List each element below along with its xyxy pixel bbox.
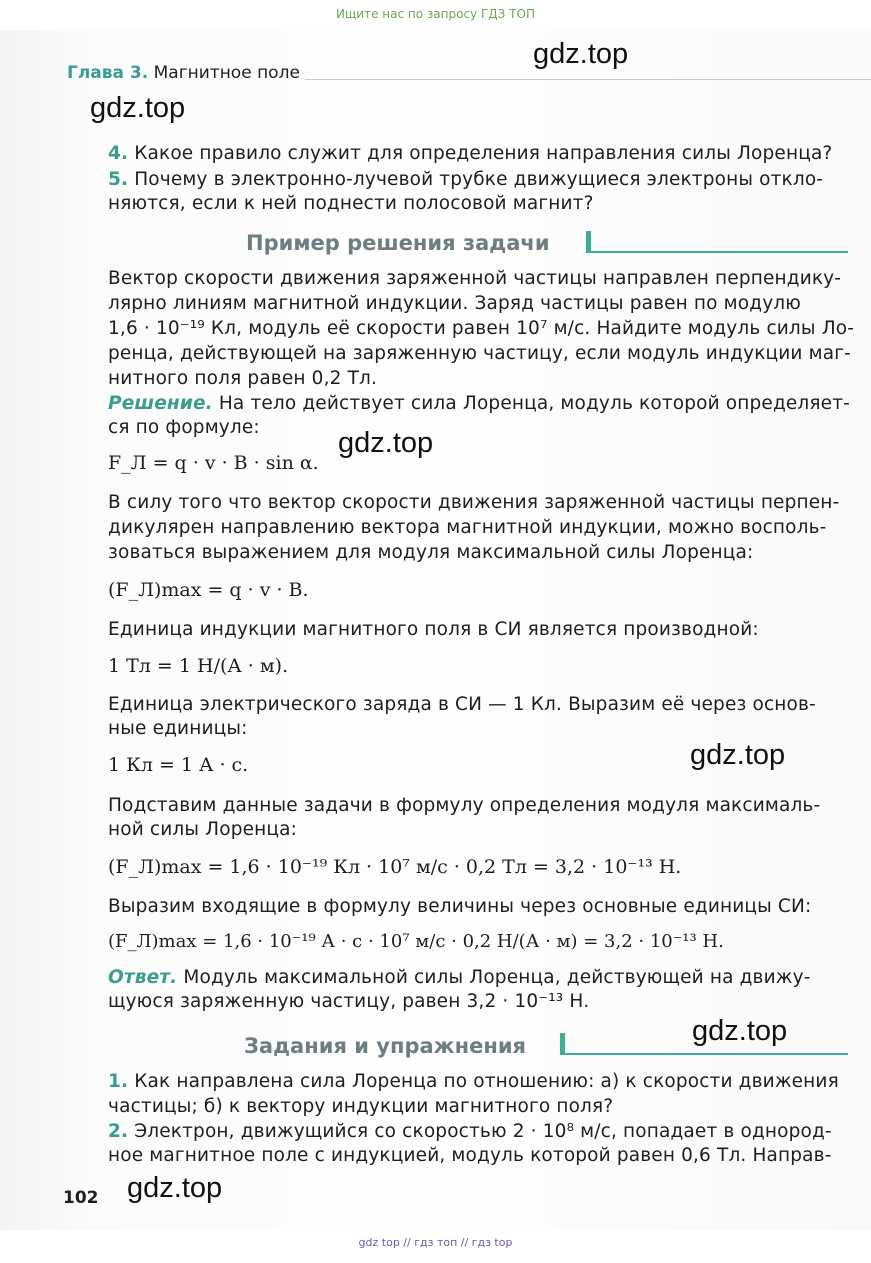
question-number: 4. [108, 143, 129, 164]
watermark: gdz.top [533, 38, 629, 70]
solution-text: На тело действует сила Лоренца, модуль которой определяет- [218, 393, 850, 414]
question-number: 5. [108, 169, 129, 190]
top-banner[interactable]: Ищите нас по запросу ГДЗ ТОП [336, 7, 535, 21]
text-line: Единица электрического заряда в СИ — 1 Кл. Выразим её через основ- [108, 694, 816, 715]
formula-tesla: 1 Тл = 1 Н/(А · м). [108, 655, 289, 677]
section-heading-exercises: Задания и упражнения [244, 1034, 527, 1058]
exercise-number: 1. [108, 1071, 129, 1092]
exercise-number: 2. [108, 1121, 129, 1142]
formula-max-force: (F_Л)max = q · v · B. [108, 579, 309, 601]
bottom-banner[interactable]: gdz top // гдз топ // гдз top [358, 1236, 513, 1249]
chapter-header [67, 63, 300, 83]
problem-line: нитного поля равен 0,2 Тл. [108, 368, 378, 389]
watermark: gdz.top [127, 1172, 223, 1204]
formula-coulomb: 1 Кл = 1 А · с. [108, 754, 249, 776]
heading-underline [560, 1053, 848, 1055]
text-line: Единица индукции магнитного поля в СИ является производной: [108, 619, 759, 640]
chapter-number: Глава 3. [67, 63, 149, 83]
question-5-line-2: няются, если к ней поднести полосовой магнит? [108, 193, 594, 214]
answer-label: Ответ. [108, 967, 178, 988]
problem-line: Вектор скорости движения заряженной частицы направлен перпендику- [108, 268, 842, 289]
chapter-title: Магнитное поле [153, 63, 300, 83]
exercise-2 [108, 1121, 832, 1142]
formula-substitution: (F_Л)max = 1,6 · 10⁻¹⁹ Кл · 10⁷ м/с · 0,2 Тл = 3,2 · 10⁻¹³ Н. [108, 856, 682, 878]
answer-line-2: щуюся заряженную частицу, равен 3,2 · 10⁻¹³ Н. [108, 991, 590, 1012]
problem-line: лярно линиям магнитной индукции. Заряд частицы равен по модулю [108, 293, 801, 314]
page-number: 102 [63, 1188, 99, 1208]
question-text: Почему в электронно-лучевой трубке движущиеся электроны откло- [134, 169, 824, 190]
problem-line: ренца, действующей на заряженную частицу, если модуль индукции маг- [108, 343, 851, 364]
text-line: ные единицы: [108, 718, 248, 739]
text-line: ной силы Лоренца: [108, 819, 297, 840]
exercise-1-line-2: частицы; б) к вектору индукции магнитного поля? [108, 1096, 614, 1117]
watermark: gdz.top [338, 427, 434, 459]
solution-text-line-2: ся по формуле: [108, 417, 260, 438]
text-line: Выразим входящие в формулу величины через основные единицы СИ: [108, 896, 812, 917]
heading-marker [560, 1033, 565, 1055]
answer-line [108, 967, 811, 988]
question-text: Какое правило служит для определения направления силы Лоренца? [134, 143, 833, 164]
question-4 [108, 143, 832, 164]
text-line: зоваться выражением для модуля максимальной силы Лоренца: [108, 542, 754, 563]
section-heading-example: Пример решения задачи [246, 231, 550, 255]
heading-marker [586, 231, 591, 253]
watermark: gdz.top [690, 739, 786, 771]
question-5 [108, 169, 823, 190]
exercise-2-line-2: ное магнитное поле с индукцией, модуль которой равен 0,6 Тл. Направ- [108, 1145, 832, 1166]
answer-text: Модуль максимальной силы Лоренца, действующей на движу- [183, 967, 811, 988]
problem-line: 1,6 · 10⁻¹⁹ Кл, модуль её скорости равен 10⁷ м/с. Найдите модуль силы Ло- [108, 318, 855, 339]
solution-label: Решение. [108, 393, 213, 414]
text-line: дикулярен направлению вектора магнитной индукции, можно восполь- [108, 517, 827, 538]
text-line: Подставим данные задачи в формулу определения модуля максималь- [108, 795, 821, 816]
exercise-text: Как направлена сила Лоренца по отношению: а) к скорости движения [134, 1071, 839, 1092]
formula-lorentz: F_Л = q · v · B · sin α. [108, 452, 319, 474]
header-rule [305, 79, 871, 80]
watermark: gdz.top [90, 92, 186, 124]
heading-underline [586, 251, 848, 253]
exercise-text: Электрон, движущийся со скоростью 2 · 10⁸ м/с, попадает в однород- [134, 1121, 832, 1142]
formula-base-units: (F_Л)max = 1,6 · 10⁻¹⁹ А · с · 10⁷ м/с · 0,2 Н/(А · м) = 3,2 · 10⁻¹³ Н. [108, 931, 724, 952]
text-line: В силу того что вектор скорости движения заряженной частицы перпен- [108, 492, 840, 513]
watermark: gdz.top [692, 1015, 788, 1047]
solution-intro [108, 393, 850, 414]
exercise-1 [108, 1071, 839, 1092]
